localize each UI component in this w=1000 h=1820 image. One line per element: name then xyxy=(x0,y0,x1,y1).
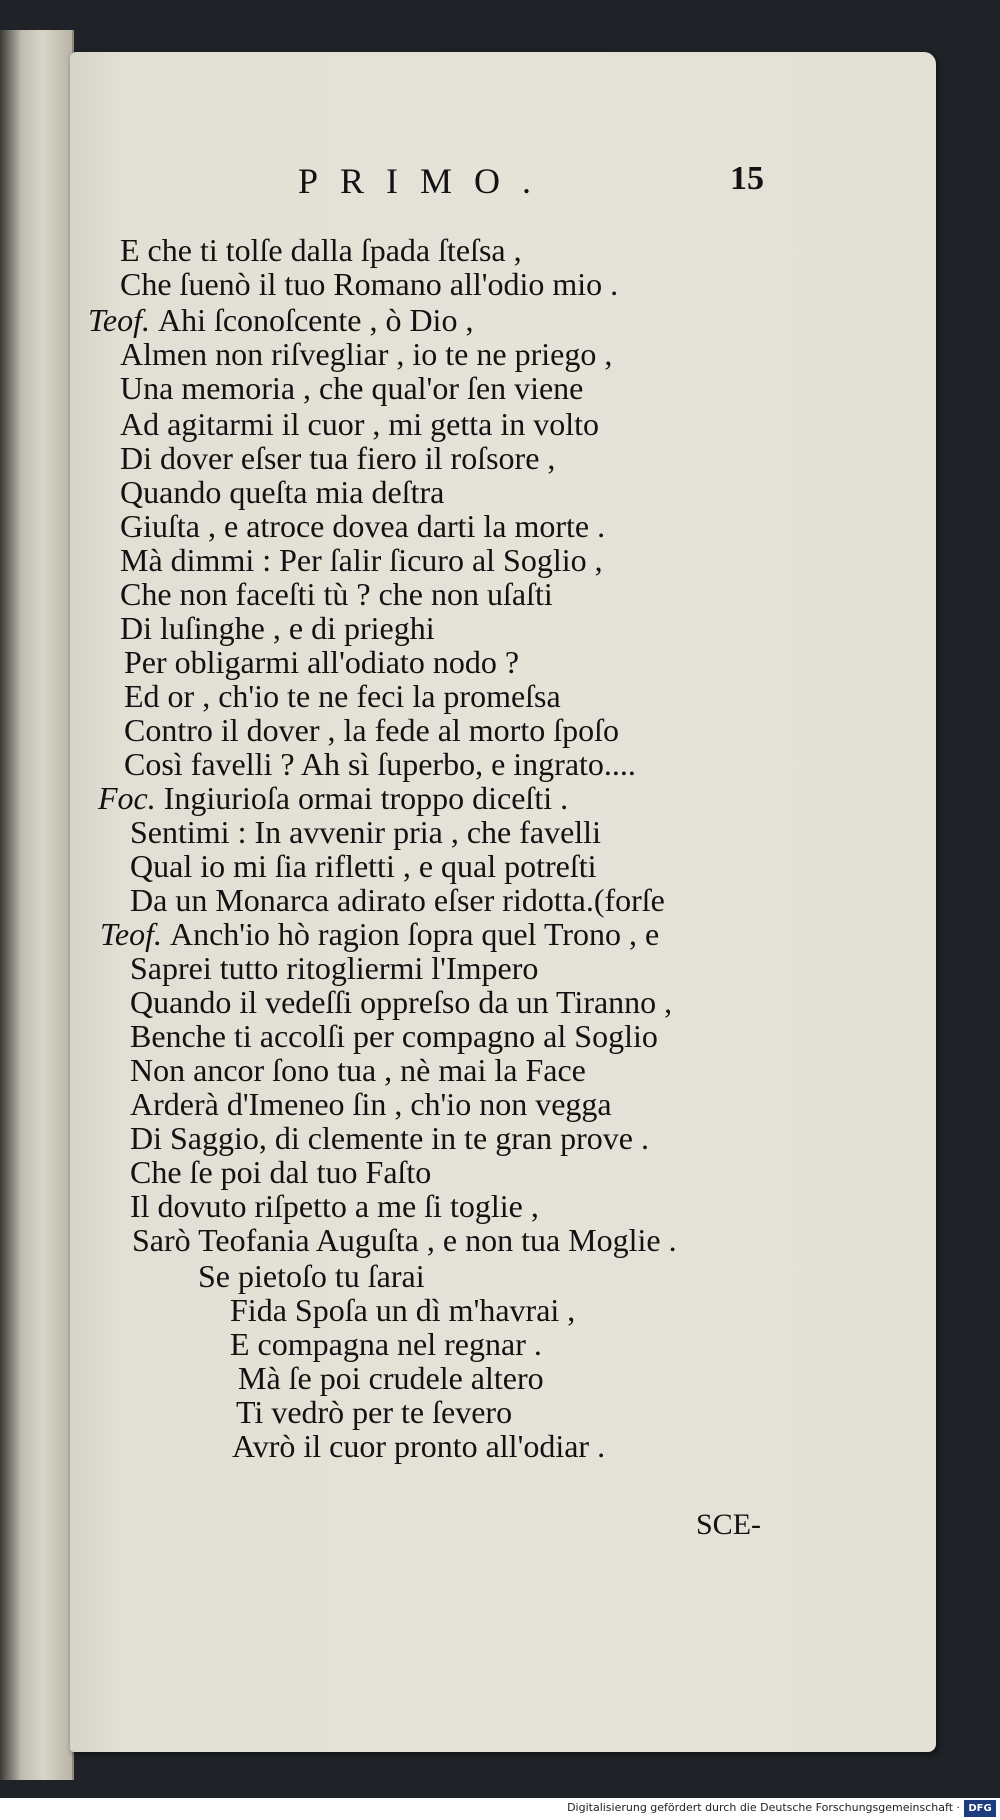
verse-text: Mà dimmi : Per ſalir ſicuro al Soglio , xyxy=(120,542,603,578)
verse-line xyxy=(120,266,618,303)
verse-line xyxy=(236,1394,512,1431)
facing-page-edge xyxy=(0,30,74,1780)
verse-text: Mà ſe poi crudele altero xyxy=(238,1360,544,1396)
verse-line xyxy=(238,1360,544,1397)
verse-text: Almen non riſvegliar , io te ne priego , xyxy=(120,336,613,372)
footer-bar xyxy=(0,1798,1000,1820)
verse-line xyxy=(198,1258,425,1295)
verse-line xyxy=(120,440,555,477)
verse-text: Di Saggio, di clemente in te gran prove . xyxy=(130,1120,649,1156)
speaker-label: Teof. xyxy=(88,302,150,338)
verse-text: Ti vedrò per te ſevero xyxy=(236,1394,513,1430)
verse-line xyxy=(124,644,519,681)
verse-line xyxy=(130,1120,649,1157)
verse-text: Una memoria , che qual'or ſen viene xyxy=(120,370,584,406)
verse-line xyxy=(130,1154,431,1191)
verse-text: Per obligarmi all'odiato nodo ? xyxy=(124,644,520,680)
speaker-label: Foc. xyxy=(98,780,156,816)
verse-line xyxy=(120,508,605,545)
verse-text: Ingiurioſa ormai troppo diceſti . xyxy=(163,780,569,816)
dfg-logo: DFG xyxy=(964,1800,996,1817)
verse-text: Arderà d'Imeneo ſin , ch'io non vegga xyxy=(130,1086,612,1122)
verse-text: Quando queſta mia deſtra xyxy=(120,474,445,510)
verse-line xyxy=(100,916,659,953)
verse-text: Sarò Teofania Auguſta , e non tua Moglie . xyxy=(132,1222,677,1258)
verse-line xyxy=(130,848,597,885)
verse-line xyxy=(130,950,538,987)
verse-text: Contro il dover , la fede al morto ſpoſo xyxy=(124,712,619,748)
verse-line xyxy=(130,1086,612,1123)
book-page xyxy=(70,52,936,1752)
verse-line xyxy=(124,746,636,783)
running-header: PRIMO. xyxy=(298,161,554,201)
catchword: SCE- xyxy=(696,1508,762,1541)
verse-text: Non ancor ſono tua , nè mai la Face xyxy=(130,1052,586,1088)
verse-line xyxy=(98,780,568,817)
verse-line xyxy=(132,1222,677,1259)
verse-text: Di dover eſser tua fiero il roſsore , xyxy=(120,440,556,476)
verse-line xyxy=(230,1326,542,1363)
verse-line xyxy=(232,1428,605,1465)
verse-text: Che ſuenò il tuo Romano all'odio mio . xyxy=(120,266,619,302)
verse-line xyxy=(120,406,599,443)
verse-line xyxy=(130,1052,586,1089)
page-text xyxy=(70,52,936,1752)
verse-line xyxy=(120,370,583,407)
verse-line xyxy=(130,984,672,1021)
verse-text: Che ſe poi dal tuo Faſto xyxy=(130,1154,432,1190)
verse-text: Saprei tutto ritogliermi l'Impero xyxy=(130,950,539,986)
verse-line xyxy=(130,814,601,851)
verse-text: E compagna nel regnar . xyxy=(230,1326,542,1362)
verse-line xyxy=(130,1018,658,1055)
verse-text: Giuſta , e atroce dovea darti la morte . xyxy=(120,508,606,544)
verse-text: Da un Monarca adirato eſser ridotta.(forſe xyxy=(130,882,665,918)
verse-text: Così favelli ? Ah sì ſuperbo, e ingrato.... xyxy=(124,746,636,782)
verse-text: E che ti tolſe dalla ſpada ſteſsa , xyxy=(120,232,522,268)
verse-line xyxy=(130,1188,539,1225)
verse-text: Avrò il cuor pronto all'odiar . xyxy=(232,1428,606,1464)
speaker-label: Teof. xyxy=(100,916,162,952)
verse-text: Fida Spoſa un dì m'havrai , xyxy=(230,1292,576,1328)
verse-line xyxy=(120,336,612,373)
verse-text: Anch'io hò ragion ſopra quel Trono , e xyxy=(169,916,660,952)
verse-line xyxy=(120,542,603,579)
verse-line xyxy=(120,610,435,647)
verse-text: Di luſinghe , e di prieghi xyxy=(120,610,435,646)
verse-text: Ed or , ch'io te ne feci la promeſsa xyxy=(124,678,561,714)
verse-text: Qual io mi ſia rifletti , e qual potreſti xyxy=(130,848,597,884)
verse-line xyxy=(88,302,473,339)
verse-text: Ahi ſconoſcente , ò Dio , xyxy=(157,302,474,338)
verse-line xyxy=(124,712,619,749)
verse-text: Che non faceſti tù ? che non uſaſti xyxy=(120,576,553,612)
verse-text: Sentimi : In avvenir pria , che favelli xyxy=(130,814,601,850)
verse-text: Benche ti accolſi per compagno al Soglio xyxy=(130,1018,658,1054)
verse-text: Quando il vedeſſi oppreſso da un Tiranno , xyxy=(130,984,673,1020)
verse-line xyxy=(120,232,522,269)
verse-text: Il dovuto riſpetto a me ſi toglie , xyxy=(130,1188,539,1224)
verse-text: Ad agitarmi il cuor , mi getta in volto xyxy=(120,406,600,442)
verse-line xyxy=(230,1292,575,1329)
verse-line xyxy=(130,882,665,919)
page-number: 15 xyxy=(730,160,764,197)
verse-line xyxy=(120,576,553,613)
footer-credit: Digitalisierung gefördert durch die Deutsche Forschungsgemeinschaft · xyxy=(567,1801,960,1814)
verse-line xyxy=(120,474,444,511)
verse-line xyxy=(124,678,561,715)
verse-text: Se pietoſo tu ſarai xyxy=(198,1258,425,1294)
